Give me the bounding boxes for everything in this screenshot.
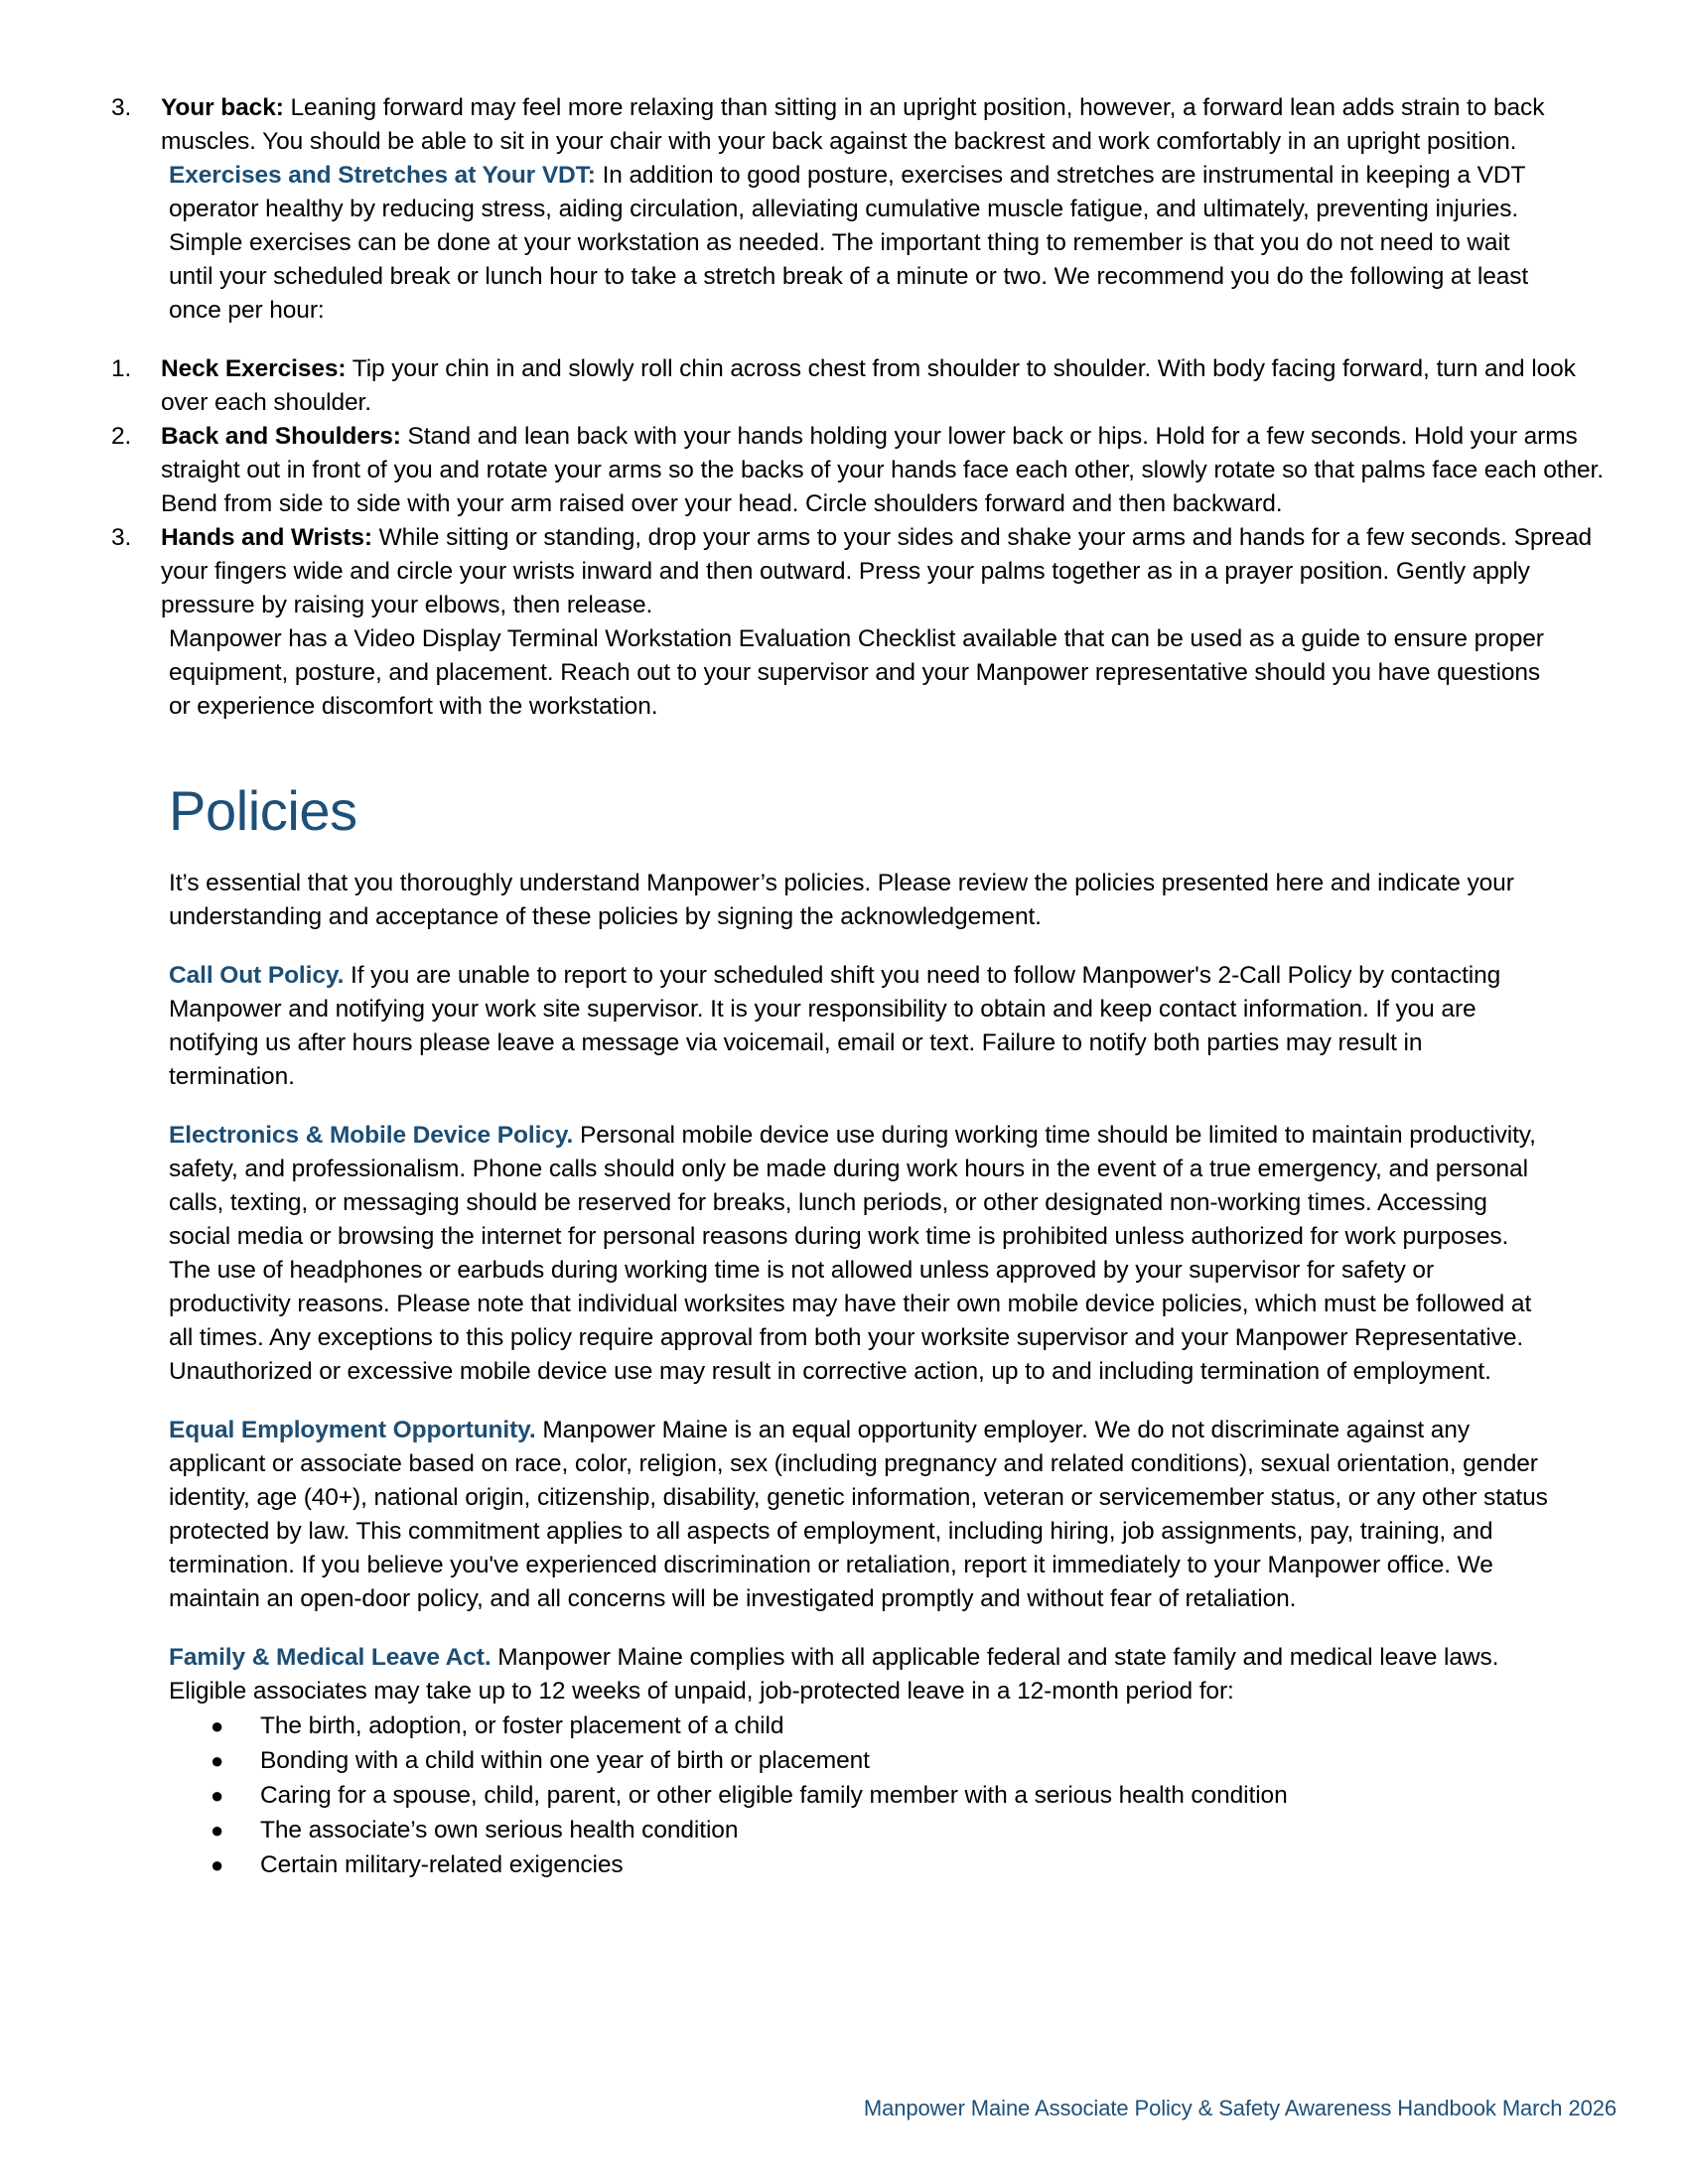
vdt-intro-text: In addition to good posture, exercises and stretches are instrumental in keeping a VDT operator healthy by reducing stress, aiding circulation, alleviating cumulative muscle fatigue, and ultimately, preventing injuries. Simple exercises can be done at your workstation as needed. The important thing to remember is that you do not need to wait until your scheduled break or lunch hour to take a stretch break of a minute or two. We recommend you do the following at least once per hour: (169, 162, 1529, 324)
list-marker: 3. (111, 524, 132, 551)
list-item (169, 1743, 1551, 1778)
list-item-text: Tip your chin in and slowly roll chin across chest from shoulder to shoulder. With body facing forward, turn and look over each shoulder. (161, 355, 1576, 416)
policy-family-medical-leave-act (169, 1641, 1551, 1708)
policy-text: Manpower Maine complies with all applicable federal and state family and medical leave laws. Eligible associates may take up to 12 weeks of unpaid, job-protected leave in a 12-month period for: (169, 1644, 1499, 1705)
list-item-text: Leaning forward may feel more relaxing than sitting in an upright position, however, a forward lean adds strain to back muscles. You should be able to sit in your chair with your back against the backrest and work comfortably in an upright position. (161, 94, 1545, 155)
list-item-text: Bonding with a child within one year of birth or placement (260, 1747, 870, 1774)
policy-text: Personal mobile device use during working time should be limited to maintain productivity, safety, and professionalism. Phone calls should only be made during work hours in the event of a true emergency, and personal calls, texting, or messaging should be reserved for breaks, lunch periods, or other designated non-working times. Accessing social media or browsing the internet for personal reasons during work time is prohibited unless authorized for work purposes. The use of headphones or earbuds during working time is not allowed unless approved by your supervisor for safety or productivity reasons. Please note that individual worksites may have their own mobile device policies, which must be followed at all times. Any exceptions to this policy require approval from both your worksite supervisor and your Manpower Representative. Unauthorized or excessive mobile device use may result in corrective action, up to and including termination of employment. (169, 1122, 1536, 1385)
policy-heading: Call Out Policy. (169, 962, 345, 989)
vdt-closing-paragraph: Manpower has a Video Display Terminal Workstation Evaluation Checklist available that can be used as a guide to ensure proper equipment, posture, and placement. Reach out to your supervisor and your Manpower representative should you have questions or experience discomfort with the workstation. (169, 625, 1544, 720)
policy-equal-employment-opportunity (169, 1414, 1551, 1616)
list-item (169, 1813, 1551, 1847)
policies-intro-paragraph: It’s essential that you thoroughly understand Manpower’s policies. Please review the policies presented here and indicate your understanding and acceptance of these policies by signing the acknowledgement. (169, 870, 1514, 930)
list-item-lead: Your back: (161, 94, 284, 121)
list-item (169, 1847, 1551, 1882)
bullet-icon: ● (211, 1713, 224, 1738)
list-item-text: Stand and lean back with your hands holding your lower back or hips. Hold for a few seconds. Hold your arms straight out in front of you and rotate your arms so the backs of your hands face each other, slowly rotate so that palms face each other. Bend from side to side with your arm raised over your head. Circle shoulders forward and then backward. (161, 423, 1604, 517)
exercise-list (70, 352, 1618, 622)
list-item (70, 521, 1618, 622)
list-item (169, 1778, 1551, 1813)
list-marker: 1. (111, 355, 132, 382)
policy-heading: Equal Employment Opportunity. (169, 1417, 536, 1443)
vdt-section-heading: Exercises and Stretches at Your VDT: (169, 162, 596, 189)
list-marker: 3. (111, 94, 132, 121)
page-title: Policies (169, 779, 357, 842)
bullet-icon: ● (211, 1783, 224, 1808)
list-item (70, 352, 1618, 420)
policy-electronics-mobile-device (169, 1119, 1551, 1389)
list-item-text: The birth, adoption, or foster placement of a child (260, 1712, 784, 1739)
list-item-text: Caring for a spouse, child, parent, or other eligible family member with a serious health condition (260, 1782, 1288, 1809)
vdt-section (169, 159, 1551, 328)
vdt-closing (169, 622, 1551, 724)
policies-section (169, 779, 1551, 1708)
continued-numbered-list (70, 91, 1618, 159)
list-item-text: Certain military-related exigencies (260, 1851, 624, 1878)
vdt-intro-paragraph (169, 159, 1551, 328)
fmla-reasons-list (169, 1708, 1551, 1882)
policy-text: If you are unable to report to your scheduled shift you need to follow Manpower's 2-Call Policy by contacting Manpower and notifying your work site supervisor. It is your responsibility to obtain and keep contact information. If you are notifying us after hours please leave a message via voicemail, email or text. Failure to notify both parties may result in termination. (169, 962, 1501, 1090)
list-item-text: The associate’s own serious health condition (260, 1817, 739, 1843)
bullet-icon: ● (211, 1818, 224, 1843)
footer-text: Manpower Maine Associate Policy & Safety Awareness Handbook March 2026 (863, 2096, 1617, 2120)
list-marker: 2. (111, 423, 132, 450)
list-item-lead: Neck Exercises: (161, 355, 347, 382)
list-item-text: While sitting or standing, drop your arms to your sides and shake your arms and hands for a few seconds. Spread your fingers wide and circle your wrists inward and then outward. Press your palms together as in a prayer position. Gently apply pressure by raising your elbows, then release. (161, 524, 1593, 618)
policy-text: Manpower Maine is an equal opportunity employer. We do not discriminate against any applicant or associate based on race, color, religion, sex (including pregnancy and related conditions), sexual orientation, gender identity, age (40+), national origin, citizenship, disability, genetic information, veteran or servicemember status, or any other status protected by law. This commitment applies to all aspects of employment, including hiring, job assignments, pay, training, and termination. If you believe you've experienced discrimination or retaliation, report it immediately to your Manpower office. We maintain an open-door policy, and all concerns will be investigated promptly and without fear of retaliation. (169, 1417, 1548, 1612)
bullet-icon: ● (211, 1748, 224, 1773)
list-item (169, 1708, 1551, 1743)
page-content (70, 91, 1618, 1882)
list-item (70, 91, 1618, 159)
policy-call-out (169, 959, 1551, 1094)
policy-heading: Electronics & Mobile Device Policy. (169, 1122, 574, 1149)
fmla-reasons-wrap (169, 1708, 1551, 1882)
policy-heading: Family & Medical Leave Act. (169, 1644, 492, 1671)
list-item-lead: Back and Shoulders: (161, 423, 401, 450)
list-item-lead: Hands and Wrists: (161, 524, 372, 551)
bullet-icon: ● (211, 1852, 224, 1877)
list-item (70, 420, 1618, 521)
page-footer (0, 2095, 1688, 2122)
